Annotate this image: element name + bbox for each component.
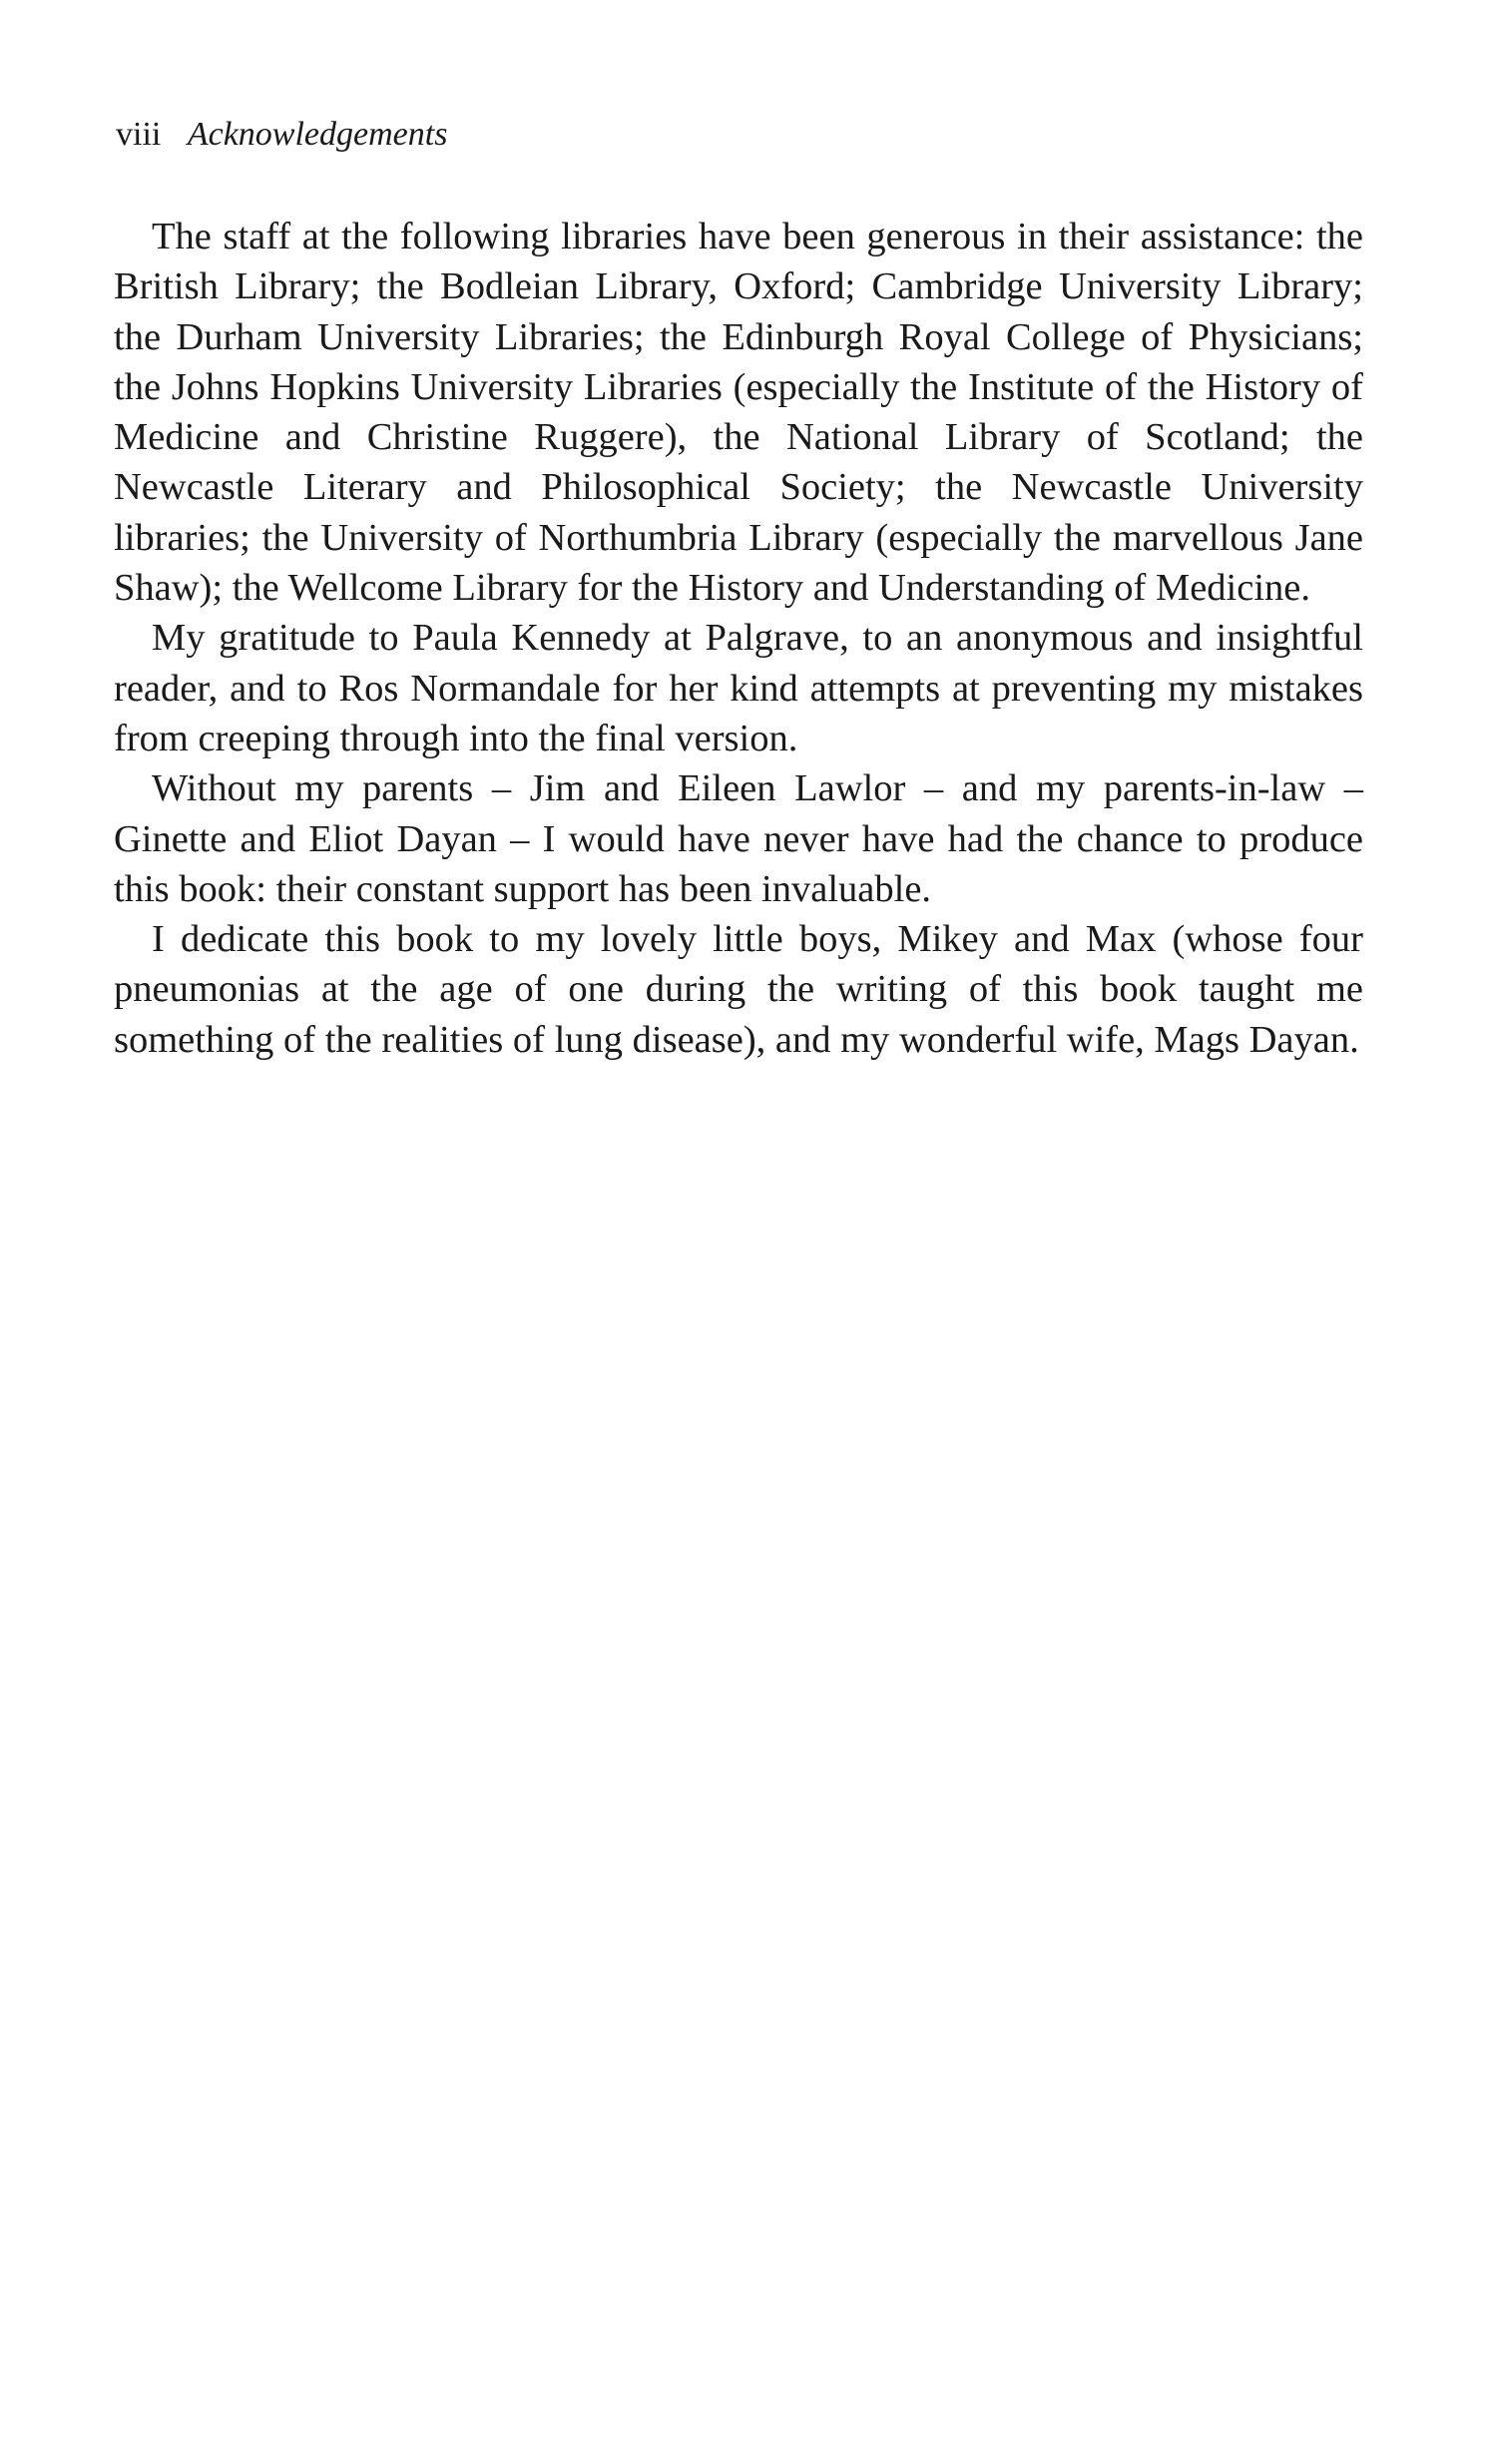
paragraph-libraries: The staff at the following libraries have been generous in their assistance: the British Library; the Bodleian Library, Oxford; Cambridge University Library; the Durham University Libraries; the Edinburgh Royal College of Physicians; the Johns Hopkins University Libraries (especially the Institute of the History of Medicine and Christine Ruggere), the National Library of Scotland; the Newcastle Literary and Philosophical Society; the Newcastle University libraries; the University of Northumbria Library (especially the marvellous Jane Shaw); the Wellcome Library for the History and Understanding of Medicine. [114, 216, 1363, 610]
paragraph-gratitude: My gratitude to Paula Kennedy at Palgrave, to an anonymous and insightful reader, and to Ros Normandale for her kind attempts at preventing my mistakes from creeping through into the final version. [114, 617, 1363, 759]
paragraph-dedication: I dedicate this book to my lovely little boys, Mikey and Max (whose four pneumonias at the age of one during the writing of this book taught me something of the realities of lung disease), and my wonderful wife, Mags Dayan. [114, 918, 1363, 1061]
paragraph-parents: Without my parents – Jim and Eileen Lawlor – and my parents-in-law – Ginette and Eliot Dayan – I would have never have had the chance to produce this book: their constant support has been invaluable. [114, 767, 1363, 910]
page-number: viii [116, 116, 162, 153]
section-title: Acknowledgements [187, 116, 448, 153]
acknowledgements-body [114, 212, 1363, 1065]
running-head [116, 112, 447, 158]
